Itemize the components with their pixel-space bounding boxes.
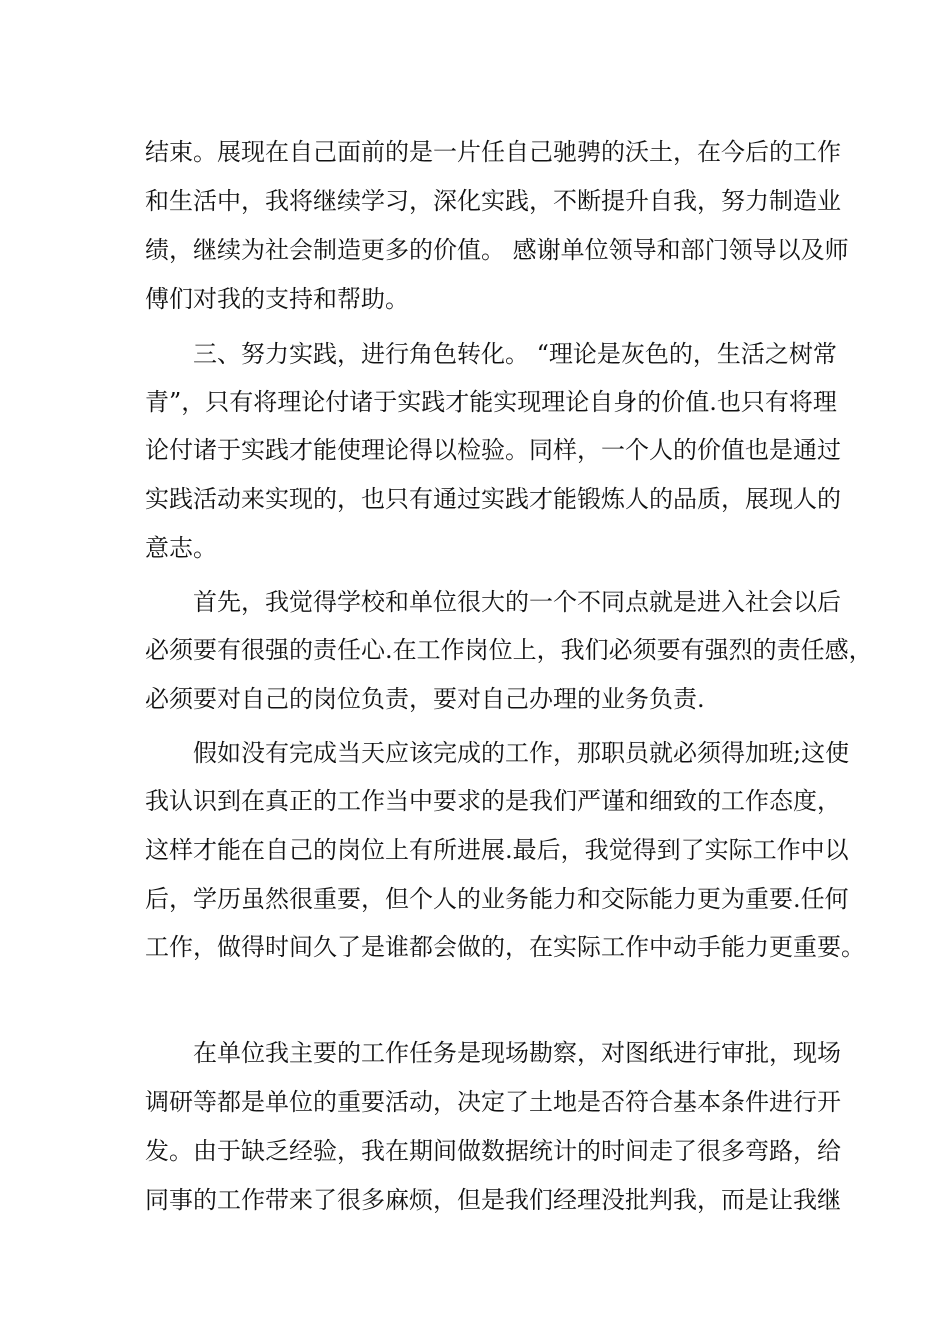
text-line: 假如没有完成当天应该完成的工作，那职员就必须得加班;这使	[193, 739, 850, 767]
text-line: 在单位我主要的工作任务是现场勘察，对图纸进行审批，现场	[193, 1039, 841, 1067]
text-line: 必须要有很强的责任心.在工作岗位上，我们必须要有强烈的责任感，	[145, 636, 873, 664]
text-line: 同事的工作带来了很多麻烦，但是我们经理没批判我，而是让我继	[145, 1186, 841, 1214]
text-line: 意志。	[145, 534, 217, 562]
text-line: 论付诸于实践才能使理论得以检验。同样，一个人的价值也是通过	[145, 436, 841, 464]
text-line: 后，学历虽然很重要，但个人的业务能力和交际能力更为重要.任何	[145, 885, 849, 913]
text-line: 实践活动来实现的，也只有通过实践才能锻炼人的品质，展现人的	[145, 485, 841, 513]
text-line: 工作，做得时间久了是谁都会做的，在实际工作中动手能力更重要。	[145, 933, 865, 961]
text-line: 必须要对自己的岗位负责，要对自己办理的业务负责.	[145, 685, 705, 713]
text-line: 青”，只有将理论付诸于实践才能实现理论自身的价值.也只有将理	[145, 388, 837, 416]
text-line: 调研等都是单位的重要活动，决定了土地是否符合基本条件进行开	[145, 1088, 841, 1116]
text-line: 结束。展现在自己面前的是一片任自己驰骋的沃土，在今后的工作	[145, 138, 841, 166]
text-line: 首先，我觉得学校和单位很大的一个不同点就是进入社会以后	[193, 588, 841, 616]
section-heading-line: 三、努力实践，进行角色转化。 “理论是灰色的，生活之树常	[193, 340, 837, 368]
text-line: 绩，继续为社会制造更多的价值。 感谢单位领导和部门领导以及师	[145, 236, 849, 264]
text-line: 傅们对我的支持和帮助。	[145, 285, 409, 313]
text-line: 我认识到在真正的工作当中要求的是我们严谨和细致的工作态度，	[145, 787, 841, 815]
text-line: 发。由于缺乏经验，我在期间做数据统计的时间走了很多弯路，给	[145, 1137, 841, 1165]
text-line: 和生活中，我将继续学习，深化实践，不断提升自我，努力制造业	[145, 187, 841, 215]
text-line: 这样才能在自己的岗位上有所进展.最后，我觉得到了实际工作中以	[145, 836, 849, 864]
